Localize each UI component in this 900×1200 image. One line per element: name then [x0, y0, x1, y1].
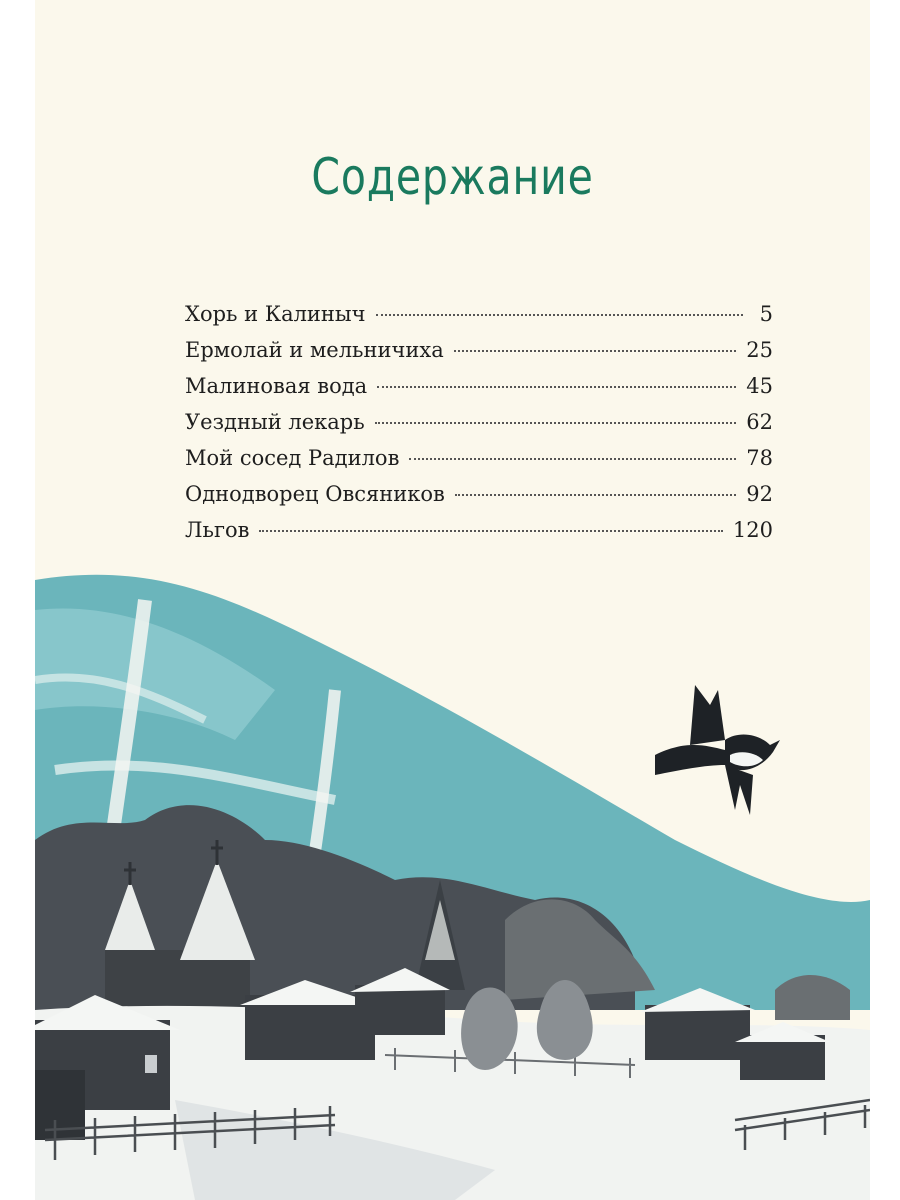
toc-entry-title: Хорь и Калиныч — [185, 302, 366, 326]
winter-village-illustration — [35, 540, 870, 1200]
toc-entry-title: Мой сосед Радилов — [185, 446, 400, 470]
dot-leader — [377, 386, 736, 388]
magpie-icon — [655, 685, 780, 815]
dot-leader — [454, 350, 737, 352]
dot-leader — [375, 422, 737, 424]
table-of-contents — [185, 302, 773, 554]
toc-entry[interactable] — [185, 374, 773, 410]
house — [645, 1005, 750, 1060]
toc-entry[interactable] — [185, 410, 773, 446]
toc-entry-page: 5 — [759, 302, 773, 326]
toc-entry[interactable] — [185, 446, 773, 482]
toc-entry-title: Уездный лекарь — [185, 410, 365, 434]
toc-entry-page: 62 — [746, 410, 773, 434]
page-title: Содержание — [311, 148, 594, 206]
toc-entry-page: 120 — [732, 518, 773, 542]
toc-entry-title: Ермолай и мельничиха — [185, 338, 444, 362]
dot-leader — [259, 530, 722, 532]
toc-entry[interactable] — [185, 302, 773, 338]
house-window — [145, 1055, 157, 1073]
dot-leader — [409, 458, 736, 460]
house — [355, 985, 445, 1035]
toc-entry-page: 78 — [746, 446, 773, 470]
toc-entry-title: Льгов — [185, 518, 250, 542]
toc-entry[interactable] — [185, 482, 773, 518]
toc-entry-page: 45 — [746, 374, 773, 398]
toc-entry[interactable] — [185, 338, 773, 374]
toc-entry-page: 25 — [746, 338, 773, 362]
book-page — [35, 0, 870, 1200]
toc-entry-title: Малиновая вода — [185, 374, 368, 398]
dot-leader — [455, 494, 736, 496]
toc-entry-page: 92 — [746, 482, 773, 506]
toc-entry-title: Однодворец Овсяников — [185, 482, 445, 506]
dot-leader — [376, 314, 743, 316]
